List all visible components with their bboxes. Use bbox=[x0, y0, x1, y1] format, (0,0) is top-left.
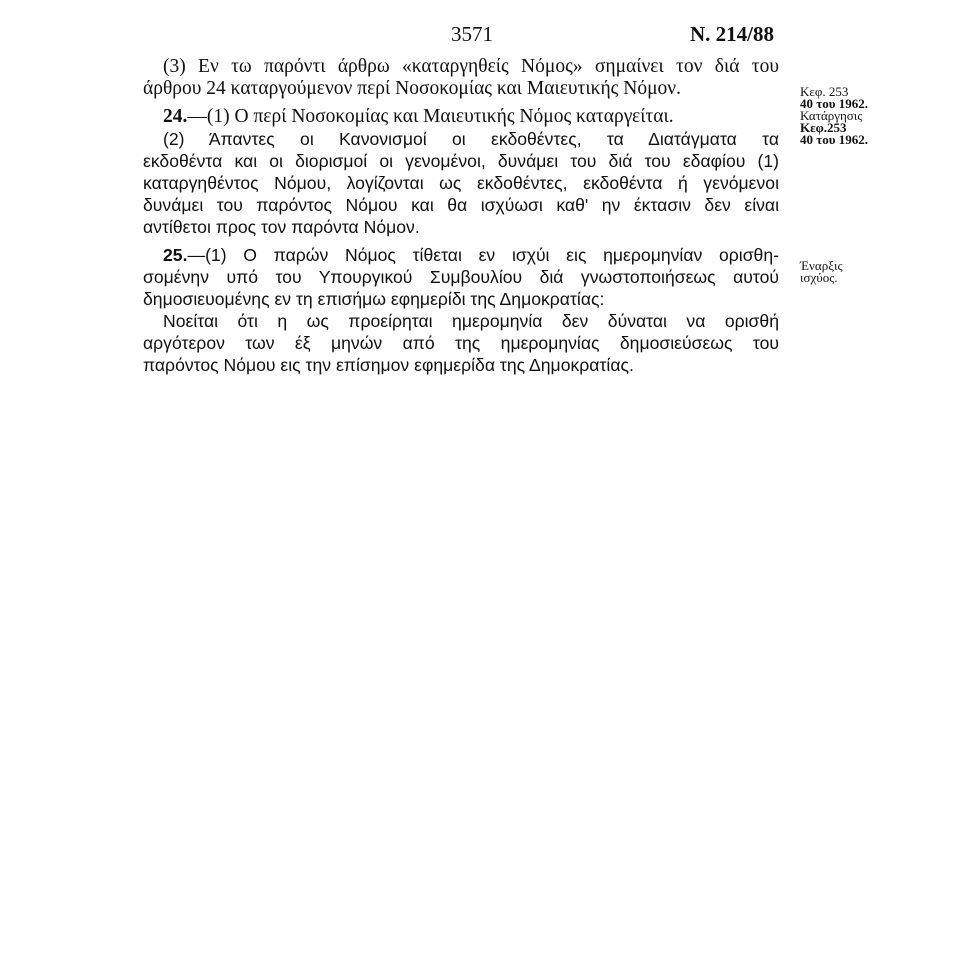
section-24-line bbox=[143, 106, 779, 128]
text-line: (2) Άπαντες οι Κανονισμοί οι εκδοθέντες, τα Διατάγματα τα bbox=[163, 129, 779, 149]
law-reference: Ν. 214/88 bbox=[690, 22, 774, 46]
margin-note-line: Κεφ. 253 bbox=[800, 84, 849, 99]
text-line: σομένην υπό του Υπουργικού Συμβουλίου διά γνωστοποιήσεως αυτού bbox=[143, 267, 779, 287]
text-line: (3) Εν τω παρόντι άρθρω «καταργηθείς Νόμος» σημαίνει τον διά του bbox=[163, 56, 779, 77]
section-number: 25. bbox=[163, 245, 188, 265]
text-line: άρθρου 24 καταργούμενον περί Νοσοκομίας και Μαιευτικής Νόμον. bbox=[143, 78, 681, 99]
text-line: αντίθετοι προς τον παρόντα Νόμον. bbox=[143, 217, 420, 237]
page-header bbox=[0, 22, 960, 52]
section-25-line bbox=[143, 244, 779, 266]
margin-note-line: Κεφ.253 bbox=[800, 120, 847, 135]
text-line: —(1) Ο παρών Νόμος τίθεται εν ισχύι εις ημερομηνίαν ορισθη- bbox=[187, 245, 779, 265]
margin-note-line: Έναρξις bbox=[800, 258, 843, 273]
text-line: εκδοθέντα και οι διορισμοί οι γενομένοι, δυνάμει του διά του εδαφίου (1) bbox=[143, 151, 779, 171]
text-line: Νοείται ότι η ως προείρηται ημερομηνία δεν δύναται να ορισθή bbox=[163, 311, 779, 331]
text-line: δυνάμει του παρόντος Νόμου και θα ισχύωσι καθ' ην έκτασιν δεν είναι bbox=[143, 195, 779, 215]
text-line: δημοσιευομένης εν τη επισήμω εφημερίδι της Δημοκρατίας: bbox=[143, 289, 605, 309]
text-line: παρόντος Νόμου εις την επίσημον εφημερίδα της Δημοκρατίας. bbox=[143, 355, 634, 375]
page-number: 3571 bbox=[451, 22, 493, 46]
margin-note-line: 40 του 1962. bbox=[800, 96, 868, 111]
text-line: —(1) Ο περί Νοσοκομίας και Μαιευτικής Νόμος καταργείται. bbox=[187, 106, 674, 127]
margin-note-line: ισχύος. bbox=[800, 270, 838, 285]
text-line: αργότερον των έξ μηνών από της ημερομηνίας δημοσιεύσεως του bbox=[143, 333, 779, 353]
text-line: καταργηθέντος Νόμου, λογίζονται ως εκδοθέντες, εκδοθέντα ή γενόμενοι bbox=[143, 173, 779, 193]
section-number: 24. bbox=[163, 106, 188, 127]
margin-note-commencement bbox=[800, 260, 910, 284]
margin-note-line: Κατάργησις bbox=[800, 108, 863, 123]
document-body bbox=[143, 56, 779, 376]
margin-note-line: 40 του 1962. bbox=[800, 132, 868, 147]
margin-note-repeal bbox=[800, 86, 910, 146]
